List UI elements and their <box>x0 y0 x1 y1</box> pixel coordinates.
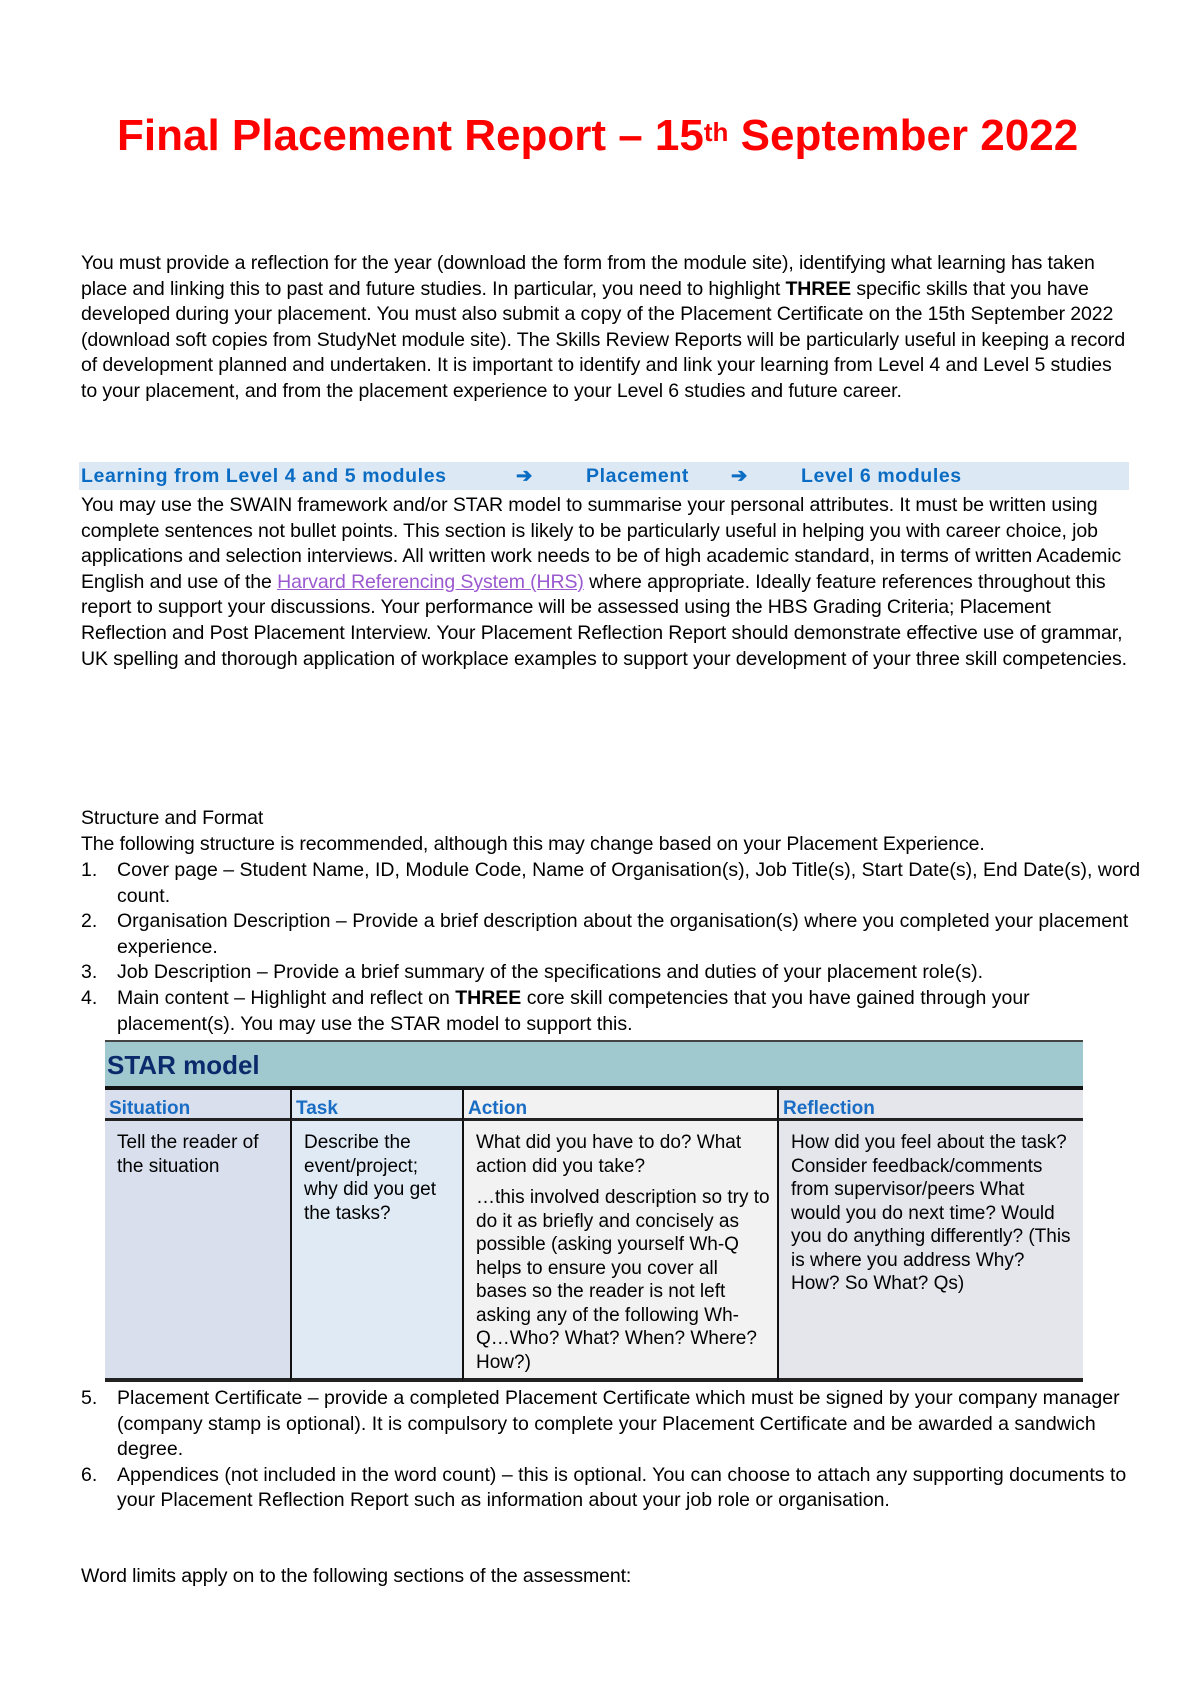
list-item: 6. Appendices (not included in the word count) – this is optional. You can choose to attach any supporting documents to your Placement Reflection Report such as information about your job role or organisation. <box>81 1463 1127 1512</box>
structure-heading: Structure and Format <box>81 807 264 829</box>
list-item: 2. Organisation Description – Provide a brief description about the organisation(s) where you completed your placement experience. <box>81 910 1129 958</box>
list-item: 4. Main content – Highlight and reflect on THREE core skill competencies that you have gained through your placement(s). You may use the STAR model to support this. <box>81 986 1030 1035</box>
column-header-action: Action <box>462 1090 777 1121</box>
arrow-right-icon: ➔ <box>731 465 748 487</box>
flow-step-level-6: Level 6 modules <box>801 465 962 487</box>
flow-step-level-4-5: Learning from Level 4 and 5 modules <box>81 465 447 487</box>
arrow-right-icon: ➔ <box>516 465 533 487</box>
star-model-table <box>105 1040 1083 1382</box>
list-item: 5. Placement Certificate – provide a completed Placement Certificate which must be signed by your company manager (company stamp is optional). It is compulsory to complete your Placement Certificate and be awarded a sandwich degree. <box>81 1387 1120 1461</box>
intro-paragraph: You must provide a reflection for the year (download the form from the module site), identifying what learning has taken place and linking this to past and future studies. In particular, you need to highlight THREE specific skills that you have developed during your placement. You must also submit a copy of the Placement Certificate on the 15th September 2022 (download soft copies from StudyNet module site). The Skills Review Reports will be particularly useful in keeping a record of development planned and undertaken. It is important to identify and link your learning from Level 4 and Level 5 studies to your placement, and from the placement experience to your Level 6 studies and future career. <box>81 252 1126 402</box>
cell-task: Describe the event/project; why did you get the tasks? <box>290 1121 462 1382</box>
harvard-referencing-link[interactable]: Harvard Referencing System (HRS) <box>277 570 584 593</box>
word-limits-text: Word limits apply on to the following sections of the assessment: <box>81 1565 632 1587</box>
page-title: Final Placement Report – 15th September 2022 <box>117 111 1079 160</box>
structure-list-continued <box>81 1386 1141 1514</box>
learning-flow-bar <box>79 462 1129 490</box>
list-item: 1. Cover page – Student Name, ID, Module Code, Name of Organisation(s), Job Title(s), Start Date(s), End Date(s), word count. <box>81 859 1141 907</box>
star-model-title: STAR model <box>105 1040 1083 1090</box>
column-header-reflection: Reflection <box>777 1090 1083 1121</box>
cell-reflection: How did you feel about the task? Consider feedback/comments from supervisor/peers What would you do next time? Would you do anything differently? (This is where you address Why? How? So What? Qs) <box>777 1121 1083 1382</box>
flow-step-placement: Placement <box>586 465 689 487</box>
list-item: 3. Job Description – Provide a brief summary of the specifications and duties of your placement role(s). <box>81 961 983 984</box>
structure-intro: The following structure is recommended, although this may change based on your Placement Experience. <box>81 833 985 855</box>
swain-paragraph: You may use the SWAIN framework and/or STAR model to summarise your personal attributes. It must be written using complete sentences not bullet points. This section is likely to be particularly useful in helping you with career choice, job applications and selection interviews. All written work needs to be of high academic standard, in terms of written Academic English and use of the Harvard Referencing System (HRS) where appropriate. Ideally feature references throughout this report to support your discussions. Your performance will be assessed using the HBS Grading Criteria; Placement Reflection and Post Placement Interview. Your Placement Reflection Report should demonstrate effective use of grammar, UK spelling and thorough application of workplace examples to support your development of your three skill competencies. <box>81 494 1127 670</box>
column-header-situation: Situation <box>105 1090 290 1121</box>
cell-action: What did you have to do? What action did you take? …this involved description so try to do it as briefly and concisely as possible (asking yourself Wh-Q helps to ensure you cover all bases so the reader is not left asking any of the following Wh-Q…Who? What? When? Where? How?) <box>462 1121 777 1382</box>
cell-situation: Tell the reader of the situation <box>105 1121 290 1382</box>
emphasis-three: THREE <box>785 277 852 300</box>
structure-list <box>81 858 1141 1037</box>
title-superscript: th <box>703 117 729 147</box>
column-header-task: Task <box>290 1090 462 1121</box>
